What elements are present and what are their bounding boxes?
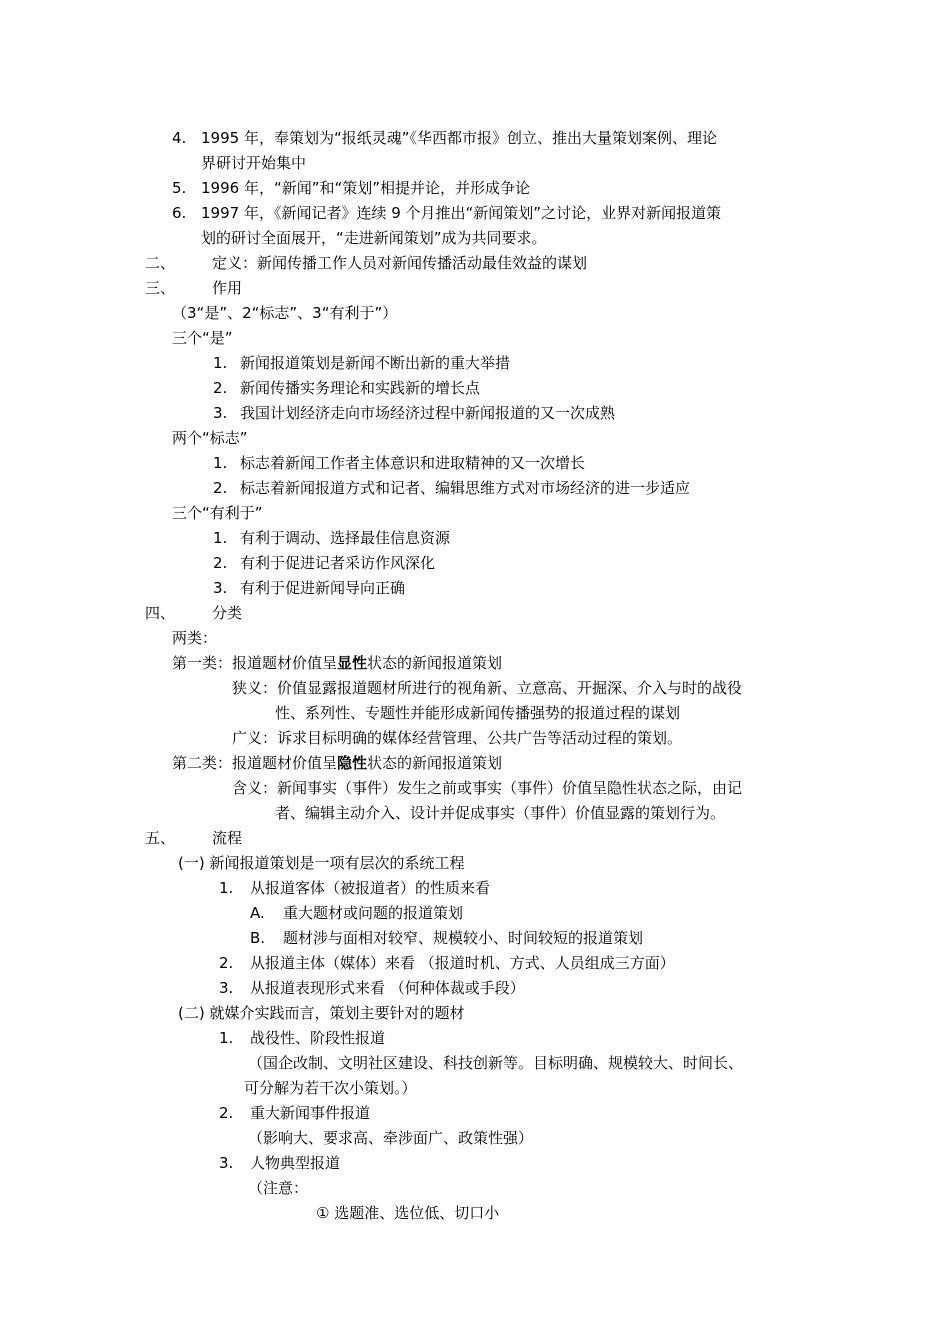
list-item-text: 从报道表现形式来看 （何种体裁或手段） xyxy=(250,979,525,997)
category-text: 第一类：报道题材价值呈 xyxy=(172,654,338,672)
narrow-definition-cont: 性、系列性、专题性并能形成新闻传播强势的报道过程的谋划 xyxy=(275,704,681,722)
list-number: 2. xyxy=(213,554,228,572)
list-number: 3. xyxy=(213,404,228,422)
section-number: 三、 xyxy=(145,279,176,297)
list-item-note-cont: 可分解为若干次小策划。） xyxy=(244,1079,417,1097)
list-item-text: 重大题材或问题的报道策划 xyxy=(283,904,464,922)
list-number: 1. xyxy=(213,454,228,472)
list-number: 2. xyxy=(213,479,228,497)
list-item-note: （影响大、要求高、牵涉面广、政策性强） xyxy=(248,1129,534,1147)
part-heading: (一) 新闻报道策划是一项有层次的系统工程 xyxy=(178,854,465,872)
list-number: 3. xyxy=(219,979,234,997)
list-item-text: 题材涉与面相对较窄、规模较小、时间较短的报道策划 xyxy=(283,929,644,947)
category-text: 状态的新闻报道策划 xyxy=(367,754,503,772)
section-heading: 分类 xyxy=(212,604,243,622)
section-number: 五、 xyxy=(145,829,176,847)
list-item-text: 有利于促进记者采访作风深化 xyxy=(240,554,436,572)
list-item-text: 1996 年，“新闻”和“策划”相提并论，并形成争论 xyxy=(201,179,531,197)
list-number: 1. xyxy=(213,354,228,372)
list-item-text: 新闻报道策划是新闻不断出新的重大举措 xyxy=(240,354,511,372)
list-item-text: 1997 年，《新闻记者》连续 9 个月推出“新闻策划”之讨论，业界对新闻报道策 xyxy=(201,204,722,222)
category-emphasis: 显性 xyxy=(337,654,368,672)
list-number: 2. xyxy=(213,379,228,397)
list-number: 3. xyxy=(219,1154,234,1172)
group-heading: 三个“有利于” xyxy=(172,504,263,522)
group-heading: 两个“标志” xyxy=(172,429,248,447)
list-item-text: 重大新闻事件报道 xyxy=(250,1104,371,1122)
list-number: 1. xyxy=(219,879,234,897)
list-item-text: 标志着新闻报道方式和记者、编辑思维方式对市场经济的进一步适应 xyxy=(240,479,691,497)
list-letter: A. xyxy=(250,904,265,922)
list-number: 5. xyxy=(172,179,187,197)
category-text: 状态的新闻报道策划 xyxy=(367,654,503,672)
list-item-text: 1995 年，奉策划为“报纸灵魂”《华西都市报》创立、推出大量策划案例、理论 xyxy=(201,129,717,147)
broad-definition: 广义：诉求目标明确的媒体经营管理、公共广告等活动过程的策划。 xyxy=(232,729,683,747)
section-heading: 作用 xyxy=(212,279,243,297)
list-number: 4. xyxy=(172,129,187,147)
category-emphasis: 隐性 xyxy=(337,754,368,772)
section-subheading: 两类： xyxy=(172,629,218,647)
list-item-text: 有利于促进新闻导向正确 xyxy=(240,579,406,597)
list-item-note: （注意： xyxy=(248,1179,309,1197)
list-item-text: 标志着新闻工作者主体意识和进取精神的又一次增长 xyxy=(240,454,586,472)
section-heading: 流程 xyxy=(212,829,243,847)
list-number: 2. xyxy=(219,1104,234,1122)
list-number: 6. xyxy=(172,204,187,222)
list-number: 1. xyxy=(213,529,228,547)
group-heading: 三个“是” xyxy=(172,329,233,347)
part-heading: (二) 就媒介实践而言，策划主要针对的题材 xyxy=(178,1004,465,1022)
list-number: 3. xyxy=(213,579,228,597)
section-number: 二、 xyxy=(145,254,176,272)
list-item-text-cont: 划的研讨全面展开，“走进新闻策划”成为共同要求。 xyxy=(201,229,547,247)
list-item-subpoint: ① 选题准、选位低、切口小 xyxy=(316,1204,500,1222)
list-number: 1. xyxy=(219,1029,234,1047)
section-definition: 定义：新闻传播工作人员对新闻传播活动最佳效益的谋划 xyxy=(212,254,588,272)
list-item-text: 从报道客体（被报道者）的性质来看 xyxy=(250,879,491,897)
list-item-text: 新闻传播实务理论和实践新的增长点 xyxy=(240,379,481,397)
category-two-heading xyxy=(172,753,502,773)
list-item-text: 有利于调动、选择最佳信息资源 xyxy=(240,529,451,547)
list-item-text: 人物典型报道 xyxy=(250,1154,341,1172)
list-number: 2. xyxy=(219,954,234,972)
meaning-definition-cont: 者、编辑主动介入、设计并促成事实（事件）价值显露的策划行为。 xyxy=(275,804,726,822)
category-one-heading xyxy=(172,653,502,673)
category-text: 第二类：报道题材价值呈 xyxy=(172,754,338,772)
list-letter: B. xyxy=(250,929,266,947)
list-item-text-cont: 界研讨开始集中 xyxy=(201,154,307,172)
meaning-definition: 含义：新闻事实（事件）发生之前或事实（事件）价值呈隐性状态之际，由记 xyxy=(232,779,743,797)
list-item-text: 战役性、阶段性报道 xyxy=(250,1029,386,1047)
section-number: 四、 xyxy=(145,604,176,622)
section-note: （3“是”、2“标志”、3“有利于”） xyxy=(172,304,398,322)
list-item-note: （国企改制、文明社区建设、科技创新等。目标明确、规模较大、时间长、 xyxy=(248,1054,744,1072)
narrow-definition: 狭义：价值显露报道题材所进行的视角新、立意高、开掘深、介入与时的战役 xyxy=(232,679,743,697)
list-item-text: 从报道主体（媒体）来看 （报道时机、方式、人员组成三方面） xyxy=(250,954,675,972)
list-item-text: 我国计划经济走向市场经济过程中新闻报道的又一次成熟 xyxy=(240,404,616,422)
